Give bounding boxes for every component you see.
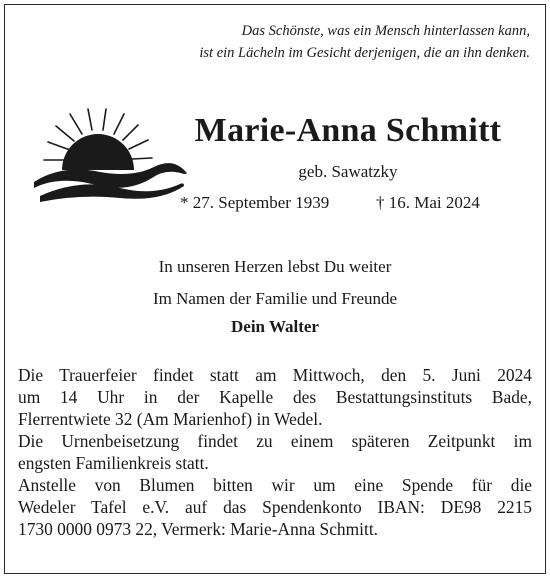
details-line: Die Urnenbeisetzung findet zu einem späteren Zeitpunkt im [18,431,532,451]
details-line: 1730 0000 0973 22, Vermerk: Marie-Anna Schmitt. [18,519,378,539]
funeral-details [18,364,532,540]
death-date: † 16. Mai 2024 [376,193,480,212]
birth-date: * 27. September 1939 [180,193,330,212]
quote-line-2: ist ein Lächeln im Gesicht derjenigen, die an ihn denken. [199,45,530,61]
details-line: Anstelle von Blumen bitten wir um eine Spende für die [18,475,532,495]
remembrance-line: In unseren Herzen lebst Du weiter [158,257,392,276]
details-line: engsten Familienkreis statt. [18,453,209,473]
deceased-name: Marie-Anna Schmitt [194,112,502,149]
details-line: Flerrentwiete 32 (Am Marienhof) in Wedel. [18,409,323,429]
on-behalf-line: Im Namen der Familie und Freunde [152,289,398,308]
details-line: Wedeler Tafel e.V. auf das Spendenkonto IBAN: DE98 2215 [18,497,532,517]
details-line: um 14 Uhr in der Kapelle des Bestattungsinstituts Bade, [18,387,532,407]
details-line: Die Trauerfeier findet statt am Mittwoch, den 5. Juni 2024 [18,365,532,385]
birth-name: geb. Sawatzky [298,162,398,181]
quote-line-1: Das Schönste, was ein Mensch hinterlassen kann, [241,23,530,39]
memorial-quote [110,20,530,64]
signature: Dein Walter [231,317,319,336]
